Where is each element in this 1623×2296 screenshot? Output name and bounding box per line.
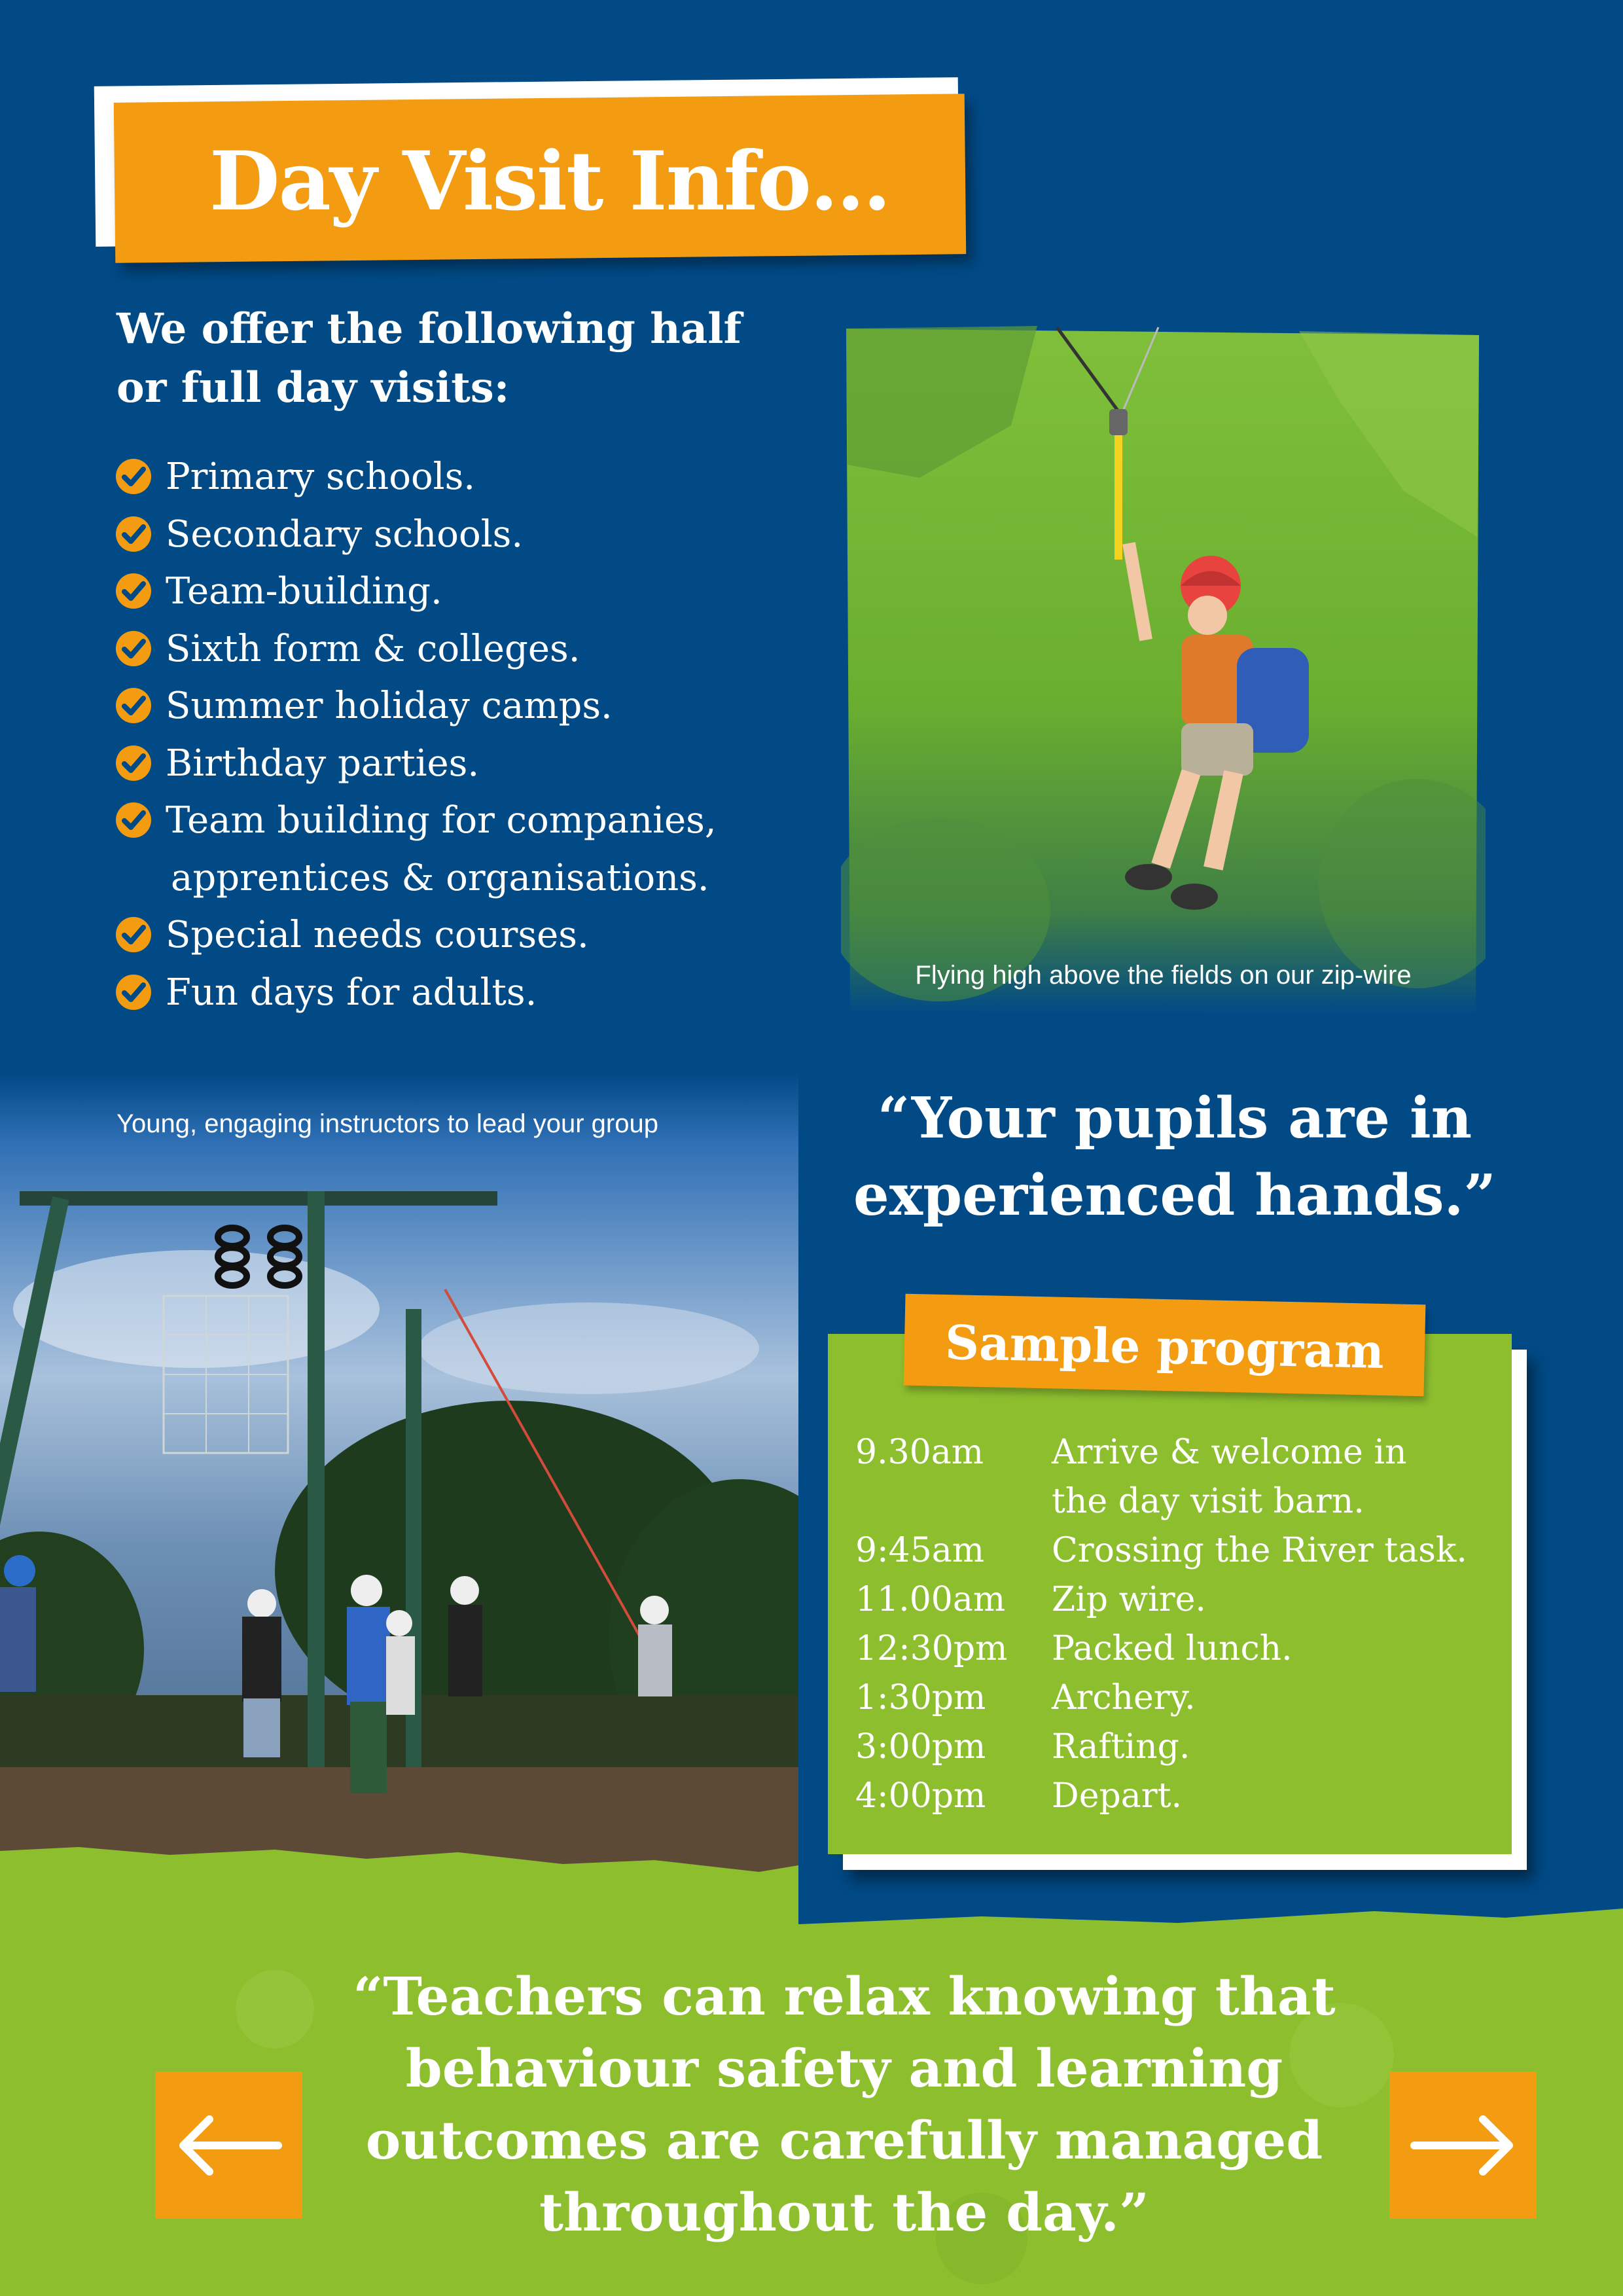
program-time: 11.00am (855, 1580, 1006, 1619)
check-circle-icon (115, 687, 152, 725)
group-photo-caption: Young, engaging instructors to lead your group (116, 1109, 658, 1138)
check-circle-icon (115, 916, 152, 954)
check-circle-icon (115, 572, 152, 610)
offer-item-label: apprentices & organisations. (171, 856, 709, 899)
quote-line: behaviour safety and learning (405, 2037, 1283, 2099)
offer-item (115, 506, 808, 564)
program-activity: Packed lunch. (1052, 1629, 1293, 1668)
ropes-course-photo (0, 1073, 798, 1937)
program-time (855, 1477, 1052, 1526)
program-activity: Rafting. (1052, 1727, 1190, 1767)
program-activity: Archery. (1052, 1678, 1196, 1717)
offer-item-label: Fun days for adults. (166, 971, 537, 1014)
arrow-left-icon (173, 2113, 285, 2178)
intro-heading-line-2: or full day visits: (116, 363, 510, 412)
offer-list (115, 448, 808, 1021)
check-circle-icon (115, 457, 152, 495)
offer-item-label: Primary schools. (166, 456, 476, 498)
program-row (855, 1526, 1510, 1575)
quote-experienced-hands (805, 1080, 1544, 1234)
page-title: Day Visit Info… (209, 134, 890, 229)
offer-item (115, 792, 808, 850)
program-activity: Arrive & welcome in (1052, 1433, 1407, 1472)
program-time: 12:30pm (855, 1629, 1008, 1668)
program-time: 4:00pm (855, 1776, 986, 1816)
program-row (855, 1624, 1510, 1674)
offer-item (115, 906, 808, 964)
check-circle-icon (115, 801, 152, 839)
program-time: 3:00pm (855, 1727, 986, 1767)
offer-item-label: Team building for companies, (166, 799, 717, 842)
program-row (855, 1575, 1510, 1624)
offer-item-label: Special needs courses. (166, 914, 589, 956)
offer-item-label: Summer holiday camps. (166, 685, 613, 727)
quote-line: “Your pupils are in (877, 1085, 1472, 1151)
program-time: 9:45am (855, 1531, 985, 1570)
program-row (855, 1723, 1510, 1772)
intro-heading-line-1: We offer the following half (116, 304, 742, 353)
offer-item (115, 677, 808, 735)
offer-item (115, 448, 808, 506)
check-circle-icon (115, 973, 152, 1011)
quote-line: outcomes are carefully managed (365, 2109, 1323, 2171)
quote-line: “Teachers can relax knowing that (353, 1965, 1336, 2027)
offer-item-label: Team-building. (166, 570, 442, 613)
check-circle-icon (115, 515, 152, 553)
program-row (855, 1772, 1510, 1821)
program-time: 1:30pm (855, 1678, 986, 1717)
intro-heading (116, 300, 771, 418)
offer-item (115, 620, 808, 678)
program-activity: Zip wire. (1052, 1580, 1206, 1619)
offer-item-label: Secondary schools. (166, 512, 524, 556)
quote-teachers-relax (327, 1960, 1361, 2248)
program-row (855, 1428, 1510, 1477)
program-activity: the day visit barn. (1052, 1482, 1364, 1521)
zip-wire-caption: Flying high above the fields on our zip-wire (915, 961, 1412, 990)
offer-item (115, 563, 808, 620)
arrow-right-icon (1408, 2113, 1519, 2178)
check-circle-icon (115, 630, 152, 668)
offer-item (115, 964, 808, 1022)
previous-page-button[interactable] (155, 2072, 302, 2219)
program-activity: Depart. (1052, 1776, 1183, 1816)
zip-wire-photo (841, 321, 1486, 1021)
program-schedule (855, 1428, 1510, 1821)
offer-item-continuation (115, 850, 808, 907)
program-row (855, 1674, 1510, 1723)
quote-line: experienced hands.” (853, 1162, 1496, 1229)
offer-item-label: Sixth form & colleges. (166, 627, 580, 670)
quote-line: throughout the day.” (539, 2181, 1150, 2243)
offer-item (115, 735, 808, 793)
check-circle-icon (115, 744, 152, 782)
program-row (855, 1477, 1510, 1526)
next-page-button[interactable] (1389, 2072, 1537, 2219)
program-activity: Crossing the River task. (1052, 1531, 1467, 1570)
program-title: Sample program (944, 1314, 1385, 1380)
offer-item-label: Birthday parties. (166, 742, 480, 785)
program-time: 9.30am (855, 1433, 984, 1472)
